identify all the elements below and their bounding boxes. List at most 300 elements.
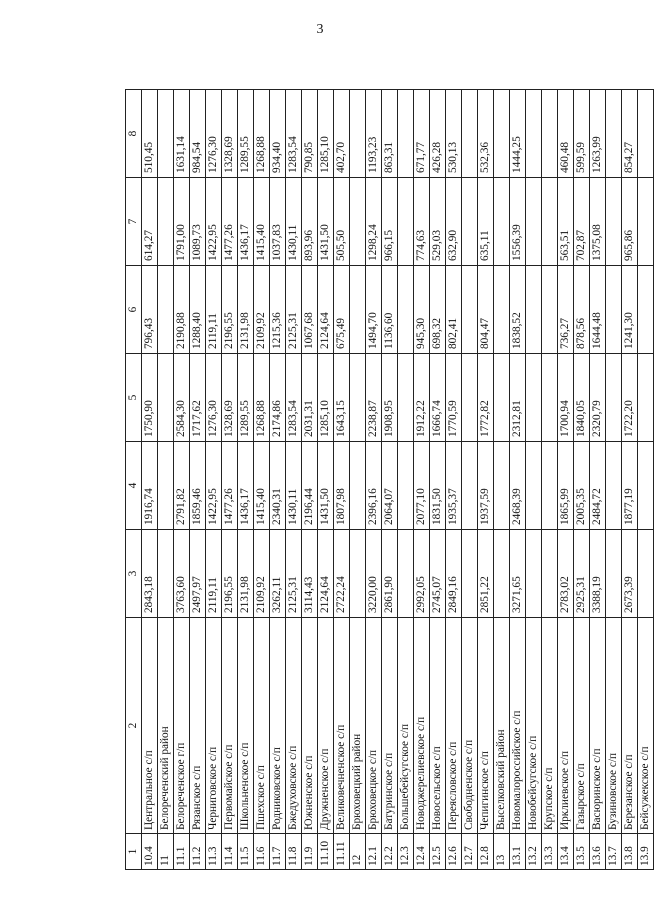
- row-code-cell: 13.3: [542, 834, 558, 870]
- value-cell: [526, 178, 542, 266]
- value-cell: [350, 442, 366, 530]
- value-cell: 2745,07: [430, 530, 446, 618]
- settlement-name-cell: Бузиновское с/п: [606, 618, 622, 834]
- table-row: [398, 90, 414, 870]
- value-cell: [606, 178, 622, 266]
- value-cell: 965,86: [622, 178, 638, 266]
- column-header: 2: [126, 618, 142, 834]
- value-cell: [494, 530, 510, 618]
- row-code-cell: 13.2: [526, 834, 542, 870]
- row-code-cell: 12.3: [398, 834, 414, 870]
- value-cell: 2125,31: [286, 266, 302, 354]
- row-code-cell: 13.1: [510, 834, 526, 870]
- settlement-name-cell: Брюховецкое с/п: [366, 618, 382, 834]
- settlement-name-cell: Белореченское г/п: [174, 618, 190, 834]
- value-cell: 854,27: [622, 90, 638, 178]
- row-code-cell: 12.4: [414, 834, 430, 870]
- settlement-name-cell: Новоджерелиевское с/п: [414, 618, 430, 834]
- value-cell: [462, 90, 478, 178]
- value-cell: [494, 178, 510, 266]
- value-cell: [462, 178, 478, 266]
- value-cell: 2119,11: [206, 266, 222, 354]
- value-cell: 2484,72: [590, 442, 606, 530]
- value-cell: [638, 266, 654, 354]
- value-cell: 3271,65: [510, 530, 526, 618]
- value-cell: [158, 530, 174, 618]
- value-cell: [542, 354, 558, 442]
- value-cell: [462, 530, 478, 618]
- value-cell: 1289,55: [238, 90, 254, 178]
- value-cell: 2119,11: [206, 530, 222, 618]
- column-header: 7: [126, 178, 142, 266]
- value-cell: 530,13: [446, 90, 462, 178]
- value-cell: 2584,30: [174, 354, 190, 442]
- settlement-name-cell: Новомалороссийское с/п: [510, 618, 526, 834]
- value-cell: 1877,19: [622, 442, 638, 530]
- row-code-cell: 13: [494, 834, 510, 870]
- value-cell: 3763,60: [174, 530, 190, 618]
- value-cell: 599,59: [574, 90, 590, 178]
- value-cell: 671,77: [414, 90, 430, 178]
- value-cell: [542, 442, 558, 530]
- value-cell: 1494,70: [366, 266, 382, 354]
- value-cell: 1422,95: [206, 178, 222, 266]
- table-row: [558, 90, 574, 870]
- table-row: [510, 90, 526, 870]
- value-cell: 1840,05: [574, 354, 590, 442]
- row-code-cell: 12.6: [446, 834, 462, 870]
- value-cell: [606, 530, 622, 618]
- row-code-cell: 11.10: [318, 834, 334, 870]
- value-cell: [526, 266, 542, 354]
- value-cell: 2843,18: [142, 530, 158, 618]
- table-row: [254, 90, 270, 870]
- value-cell: [462, 442, 478, 530]
- value-cell: 2722,24: [334, 530, 350, 618]
- value-cell: [606, 266, 622, 354]
- table-row: [638, 90, 654, 870]
- table-row: [302, 90, 318, 870]
- value-cell: 675,49: [334, 266, 350, 354]
- value-cell: 1285,10: [318, 354, 334, 442]
- value-cell: 529,03: [430, 178, 446, 266]
- value-cell: 2125,31: [286, 530, 302, 618]
- table-row: [142, 90, 158, 870]
- value-cell: 2109,92: [254, 530, 270, 618]
- settlement-name-cell: Новобейсугское с/п: [526, 618, 542, 834]
- value-cell: [606, 90, 622, 178]
- value-cell: 1288,40: [190, 266, 206, 354]
- value-cell: 2925,31: [574, 530, 590, 618]
- settlement-name-cell: Южненское с/п: [302, 618, 318, 834]
- table-row: [222, 90, 238, 870]
- table-row: [174, 90, 190, 870]
- table-row: [462, 90, 478, 870]
- value-cell: 1431,50: [318, 442, 334, 530]
- value-cell: [526, 354, 542, 442]
- row-code-cell: 11.3: [206, 834, 222, 870]
- value-cell: 790,85: [302, 90, 318, 178]
- column-header: 6: [126, 266, 142, 354]
- table-row: [350, 90, 366, 870]
- value-cell: 966,15: [382, 178, 398, 266]
- settlement-name-cell: Чепигинское с/п: [478, 618, 494, 834]
- settlement-name-cell: Великовечненское с/п: [334, 618, 350, 834]
- value-cell: 614,27: [142, 178, 158, 266]
- value-cell: [494, 354, 510, 442]
- value-cell: [398, 354, 414, 442]
- settlement-name-cell: Переясловское с/п: [446, 618, 462, 834]
- value-cell: 1431,50: [318, 178, 334, 266]
- row-code-cell: 13.4: [558, 834, 574, 870]
- value-cell: 1643,15: [334, 354, 350, 442]
- value-cell: 796,43: [142, 266, 158, 354]
- settlement-name-cell: Батуринское с/п: [382, 618, 398, 834]
- value-cell: 2497,97: [190, 530, 206, 618]
- value-cell: [638, 442, 654, 530]
- value-cell: 2783,02: [558, 530, 574, 618]
- value-cell: 1298,24: [366, 178, 382, 266]
- value-cell: 563,51: [558, 178, 574, 266]
- value-cell: 1037,83: [270, 178, 286, 266]
- table-row: [414, 90, 430, 870]
- value-cell: [462, 354, 478, 442]
- value-cell: 1285,10: [318, 90, 334, 178]
- value-cell: 1807,98: [334, 442, 350, 530]
- value-cell: 2238,87: [366, 354, 382, 442]
- table-body: [142, 90, 654, 870]
- table-row: [430, 90, 446, 870]
- row-code-cell: 11.4: [222, 834, 238, 870]
- value-cell: [350, 354, 366, 442]
- table-row: [238, 90, 254, 870]
- column-header: 1: [126, 834, 142, 870]
- value-cell: 2005,35: [574, 442, 590, 530]
- value-cell: 1263,99: [590, 90, 606, 178]
- value-cell: 1415,40: [254, 178, 270, 266]
- value-cell: 1067,68: [302, 266, 318, 354]
- page-number: 3: [316, 22, 324, 37]
- value-cell: [526, 442, 542, 530]
- value-cell: 505,50: [334, 178, 350, 266]
- settlement-name-cell: Бжедуховское с/п: [286, 618, 302, 834]
- value-cell: [158, 442, 174, 530]
- value-cell: 702,87: [574, 178, 590, 266]
- value-cell: [158, 354, 174, 442]
- value-cell: 2124,64: [318, 530, 334, 618]
- value-cell: 736,27: [558, 266, 574, 354]
- value-cell: 1436,17: [238, 178, 254, 266]
- value-cell: 1283,54: [286, 90, 302, 178]
- table-row: [542, 90, 558, 870]
- value-cell: 1700,94: [558, 354, 574, 442]
- value-cell: 1859,46: [190, 442, 206, 530]
- value-cell: 2196,55: [222, 530, 238, 618]
- row-code-cell: 13.6: [590, 834, 606, 870]
- row-code-cell: 11.1: [174, 834, 190, 870]
- settlement-name-cell: Большебейсугское с/п: [398, 618, 414, 834]
- value-cell: 2064,07: [382, 442, 398, 530]
- row-code-cell: 11.2: [190, 834, 206, 870]
- settlement-name-cell: Березанское с/п: [622, 618, 638, 834]
- value-cell: [398, 442, 414, 530]
- rotated-table-container: [125, 90, 651, 870]
- value-cell: [398, 530, 414, 618]
- settlement-name-cell: Дружненское с/п: [318, 618, 334, 834]
- row-code-cell: 11.6: [254, 834, 270, 870]
- value-cell: 1268,88: [254, 354, 270, 442]
- value-cell: 878,56: [574, 266, 590, 354]
- value-cell: 1276,30: [206, 90, 222, 178]
- value-cell: [542, 530, 558, 618]
- table-row: [318, 90, 334, 870]
- value-cell: [158, 178, 174, 266]
- value-cell: 1937,59: [478, 442, 494, 530]
- value-cell: [606, 442, 622, 530]
- value-cell: 1444,25: [510, 90, 526, 178]
- value-cell: [398, 90, 414, 178]
- table-row: [494, 90, 510, 870]
- value-cell: 802,41: [446, 266, 462, 354]
- value-cell: 2196,44: [302, 442, 318, 530]
- value-cell: 1215,36: [270, 266, 286, 354]
- value-cell: 1089,73: [190, 178, 206, 266]
- value-cell: [350, 266, 366, 354]
- value-cell: 698,32: [430, 266, 446, 354]
- value-cell: 945,30: [414, 266, 430, 354]
- value-cell: 1375,08: [590, 178, 606, 266]
- row-code-cell: 11.11: [334, 834, 350, 870]
- row-code-cell: 12.5: [430, 834, 446, 870]
- table-row: [622, 90, 638, 870]
- value-cell: 1422,95: [206, 442, 222, 530]
- settlement-name-cell: Васюринское с/п: [590, 618, 606, 834]
- value-cell: 2131,98: [238, 530, 254, 618]
- value-cell: 1241,30: [622, 266, 638, 354]
- value-cell: 863,31: [382, 90, 398, 178]
- value-cell: 1644,48: [590, 266, 606, 354]
- value-cell: 635,11: [478, 178, 494, 266]
- header-row: [126, 90, 142, 870]
- value-cell: 1838,52: [510, 266, 526, 354]
- value-cell: 1631,14: [174, 90, 190, 178]
- settlement-name-cell: Новосельское с/п: [430, 618, 446, 834]
- value-cell: [494, 266, 510, 354]
- value-cell: 510,45: [142, 90, 158, 178]
- value-cell: 1912,22: [414, 354, 430, 442]
- row-code-cell: 11.7: [270, 834, 286, 870]
- value-cell: 2340,31: [270, 442, 286, 530]
- column-header: 4: [126, 442, 142, 530]
- settlement-name-cell: Выселковский район: [494, 618, 510, 834]
- value-cell: 1415,40: [254, 442, 270, 530]
- settlement-name-cell: Крупское с/п: [542, 618, 558, 834]
- value-cell: 3388,19: [590, 530, 606, 618]
- value-cell: 2849,16: [446, 530, 462, 618]
- settlement-name-cell: Свободненское с/п: [462, 618, 478, 834]
- value-cell: 3262,11: [270, 530, 286, 618]
- value-cell: [398, 178, 414, 266]
- value-cell: 1430,11: [286, 442, 302, 530]
- value-cell: 1916,74: [142, 442, 158, 530]
- value-cell: 2196,55: [222, 266, 238, 354]
- row-code-cell: 11.5: [238, 834, 254, 870]
- value-cell: 2851,22: [478, 530, 494, 618]
- settlement-name-cell: Родниковское с/п: [270, 618, 286, 834]
- value-cell: [462, 266, 478, 354]
- data-table: [125, 89, 654, 870]
- value-cell: 1865,99: [558, 442, 574, 530]
- value-cell: 1908,95: [382, 354, 398, 442]
- value-cell: 2190,88: [174, 266, 190, 354]
- value-cell: 2992,05: [414, 530, 430, 618]
- value-cell: 1722,20: [622, 354, 638, 442]
- settlement-name-cell: Бейсужекское с/п: [638, 618, 654, 834]
- value-cell: 1289,55: [238, 354, 254, 442]
- value-cell: 1193,23: [366, 90, 382, 178]
- value-cell: 1556,39: [510, 178, 526, 266]
- table-row: [382, 90, 398, 870]
- value-cell: 1477,26: [222, 442, 238, 530]
- value-cell: [638, 90, 654, 178]
- settlement-name-cell: Черниговское с/п: [206, 618, 222, 834]
- table-row: [574, 90, 590, 870]
- value-cell: 1666,74: [430, 354, 446, 442]
- value-cell: [494, 442, 510, 530]
- row-code-cell: 13.5: [574, 834, 590, 870]
- settlement-name-cell: Брюховецкий район: [350, 618, 366, 834]
- value-cell: 1283,54: [286, 354, 302, 442]
- row-code-cell: 12.1: [366, 834, 382, 870]
- value-cell: [638, 354, 654, 442]
- value-cell: 1268,88: [254, 90, 270, 178]
- value-cell: 1791,00: [174, 178, 190, 266]
- value-cell: 1328,69: [222, 90, 238, 178]
- value-cell: 2791,82: [174, 442, 190, 530]
- value-cell: [494, 90, 510, 178]
- value-cell: 1430,11: [286, 178, 302, 266]
- value-cell: 1136,60: [382, 266, 398, 354]
- value-cell: 2673,39: [622, 530, 638, 618]
- value-cell: [542, 178, 558, 266]
- value-cell: 2109,92: [254, 266, 270, 354]
- value-cell: [158, 266, 174, 354]
- settlement-name-cell: Пшехское с/п: [254, 618, 270, 834]
- settlement-name-cell: Центральное с/п: [142, 618, 158, 834]
- value-cell: 460,48: [558, 90, 574, 178]
- value-cell: [606, 354, 622, 442]
- settlement-name-cell: Белореченский район: [158, 618, 174, 834]
- row-code-cell: 12.8: [478, 834, 494, 870]
- value-cell: 2312,81: [510, 354, 526, 442]
- value-cell: 3220,00: [366, 530, 382, 618]
- table-row: [270, 90, 286, 870]
- value-cell: [526, 530, 542, 618]
- table-row: [366, 90, 382, 870]
- value-cell: 532,36: [478, 90, 494, 178]
- value-cell: 1831,50: [430, 442, 446, 530]
- table-row: [526, 90, 542, 870]
- value-cell: 2031,31: [302, 354, 318, 442]
- settlement-name-cell: Рязанское с/п: [190, 618, 206, 834]
- value-cell: 632,90: [446, 178, 462, 266]
- value-cell: 2861,90: [382, 530, 398, 618]
- value-cell: 3114,43: [302, 530, 318, 618]
- value-cell: [350, 530, 366, 618]
- value-cell: 1276,30: [206, 354, 222, 442]
- value-cell: 2468,39: [510, 442, 526, 530]
- table-row: [606, 90, 622, 870]
- value-cell: 934,40: [270, 90, 286, 178]
- row-code-cell: 11.9: [302, 834, 318, 870]
- row-code-cell: 13.9: [638, 834, 654, 870]
- value-cell: 402,70: [334, 90, 350, 178]
- row-code-cell: 13.8: [622, 834, 638, 870]
- settlement-name-cell: Первомайское с/п: [222, 618, 238, 834]
- value-cell: 1328,69: [222, 354, 238, 442]
- row-code-cell: 11: [158, 834, 174, 870]
- table-row: [334, 90, 350, 870]
- table-row: [158, 90, 174, 870]
- column-header: 8: [126, 90, 142, 178]
- value-cell: [526, 90, 542, 178]
- value-cell: 1770,59: [446, 354, 462, 442]
- table-row: [286, 90, 302, 870]
- table-row: [590, 90, 606, 870]
- value-cell: 2131,98: [238, 266, 254, 354]
- column-header: 3: [126, 530, 142, 618]
- value-cell: [350, 90, 366, 178]
- value-cell: 893,96: [302, 178, 318, 266]
- value-cell: 2320,79: [590, 354, 606, 442]
- value-cell: [542, 90, 558, 178]
- value-cell: 1750,90: [142, 354, 158, 442]
- value-cell: 1772,82: [478, 354, 494, 442]
- value-cell: [638, 178, 654, 266]
- row-code-cell: 12: [350, 834, 366, 870]
- value-cell: [638, 530, 654, 618]
- value-cell: 1935,37: [446, 442, 462, 530]
- table-row: [190, 90, 206, 870]
- row-code-cell: 11.8: [286, 834, 302, 870]
- value-cell: 2174,86: [270, 354, 286, 442]
- table-header: [126, 90, 142, 870]
- value-cell: 1477,26: [222, 178, 238, 266]
- value-cell: 804,47: [478, 266, 494, 354]
- value-cell: 984,54: [190, 90, 206, 178]
- value-cell: [542, 266, 558, 354]
- row-code-cell: 13.7: [606, 834, 622, 870]
- value-cell: 1717,62: [190, 354, 206, 442]
- table-row: [478, 90, 494, 870]
- row-code-cell: 12.2: [382, 834, 398, 870]
- settlement-name-cell: Ирклиевское с/п: [558, 618, 574, 834]
- value-cell: 774,63: [414, 178, 430, 266]
- row-code-cell: 12.7: [462, 834, 478, 870]
- row-code-cell: 10.4: [142, 834, 158, 870]
- table-row: [446, 90, 462, 870]
- value-cell: [350, 178, 366, 266]
- column-header: 5: [126, 354, 142, 442]
- table-row: [206, 90, 222, 870]
- value-cell: [158, 90, 174, 178]
- value-cell: 1436,17: [238, 442, 254, 530]
- value-cell: 2077,10: [414, 442, 430, 530]
- settlement-name-cell: Газырское с/п: [574, 618, 590, 834]
- value-cell: 2124,64: [318, 266, 334, 354]
- value-cell: [398, 266, 414, 354]
- settlement-name-cell: Школьненское с/п: [238, 618, 254, 834]
